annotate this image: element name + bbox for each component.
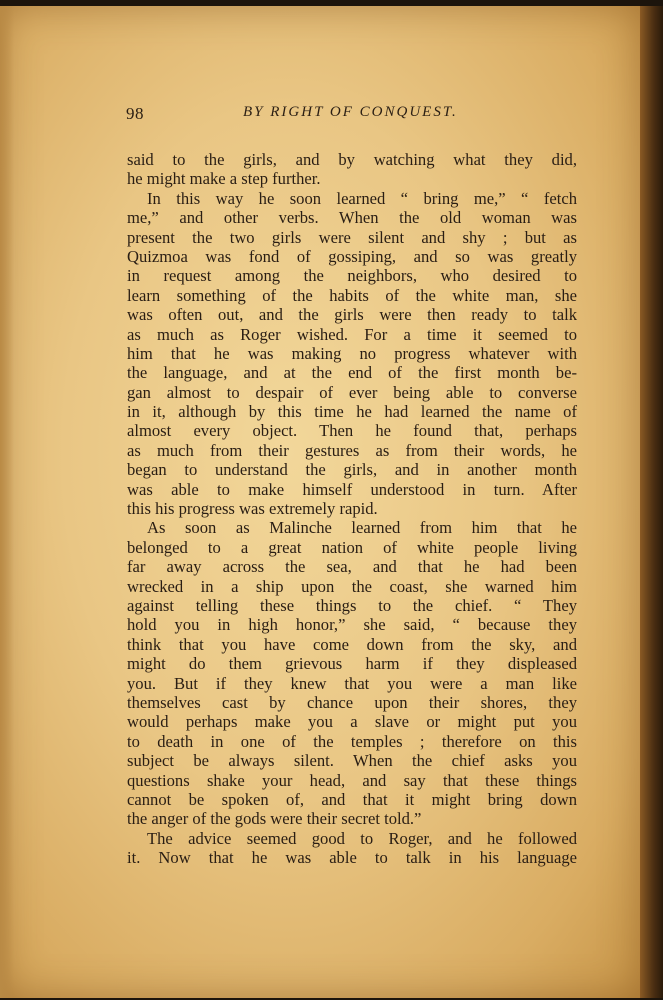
- text-line: themselves cast by chance upon their shores, they: [127, 692, 577, 712]
- text-line: said to the girls, and by watching what they did,: [127, 150, 577, 169]
- text-line: might do them grievous harm if they displeased: [127, 654, 577, 674]
- book-page: [0, 6, 640, 998]
- text-line: in it, although by this time he had learned the name of: [127, 402, 577, 422]
- text-line: hold you in high honor,” she said, “ because they: [127, 615, 577, 635]
- text-line: him that he was making no progress whatever with: [127, 343, 577, 363]
- text-line: the language, and at the end of the first month be-: [127, 363, 577, 383]
- text-line: was able to make himself understood in turn. After: [127, 479, 577, 499]
- text-line: began to understand the girls, and in another month: [127, 460, 577, 480]
- text-line: The advice seemed good to Roger, and he followed: [147, 828, 577, 848]
- text-line: think that you have come down from the sky, and: [127, 634, 577, 654]
- text-line: In this way he soon learned “ bring me,” “ fetch: [147, 188, 577, 208]
- text-line: it. Now that he was able to talk in his language: [127, 848, 577, 868]
- text-line: in request among the neighbors, who desired to: [127, 266, 577, 286]
- text-line: this his progress was extremely rapid.: [127, 499, 378, 519]
- text-line: was often out, and the girls were then ready to talk: [127, 305, 577, 325]
- page-number: 98: [126, 104, 144, 123]
- text-line: present the two girls were silent and shy ; but as: [127, 227, 577, 247]
- text-line: gan almost to despair of ever being able to converse: [127, 382, 577, 402]
- text-line: against telling these things to the chief. “ They: [127, 595, 577, 615]
- body-text: [127, 150, 577, 867]
- text-line: the anger of the gods were their secret told.”: [127, 809, 422, 829]
- text-line: subject be always silent. When the chief asks you: [127, 751, 577, 771]
- text-line: Quizmoa was fond of gossiping, and so was greatly: [127, 246, 577, 266]
- text-line: me,” and other verbs. When the old woman was: [127, 208, 577, 228]
- page-gutter-shadow: [0, 6, 14, 998]
- page-fore-edge: [640, 6, 663, 998]
- text-line: learn something of the habits of the white man, she: [127, 285, 577, 305]
- text-line: would perhaps make you a slave or might put you: [127, 712, 577, 732]
- page-header: [0, 104, 640, 128]
- text-line: belonged to a great nation of white people living: [127, 537, 577, 557]
- text-line: he might make a step further.: [127, 169, 321, 189]
- text-line: cannot be spoken of, and that it might bring down: [127, 789, 577, 809]
- text-line: as much as Roger wished. For a time it seemed to: [127, 324, 577, 344]
- text-line: almost every object. Then he found that, perhaps: [127, 421, 577, 441]
- text-line: as much from their gestures as from their words, he: [127, 440, 577, 460]
- text-line: to death in one of the temples ; therefore on this: [127, 731, 577, 751]
- text-line: wrecked in a ship upon the coast, she warned him: [127, 576, 577, 596]
- text-line: questions shake your head, and say that these things: [127, 770, 577, 790]
- text-line: you. But if they knew that you were a man like: [127, 673, 577, 693]
- running-head: BY RIGHT OF CONQUEST.: [243, 104, 458, 120]
- text-line: As soon as Malinche learned from him that he: [147, 518, 577, 538]
- text-line: far away across the sea, and that he had been: [127, 557, 577, 577]
